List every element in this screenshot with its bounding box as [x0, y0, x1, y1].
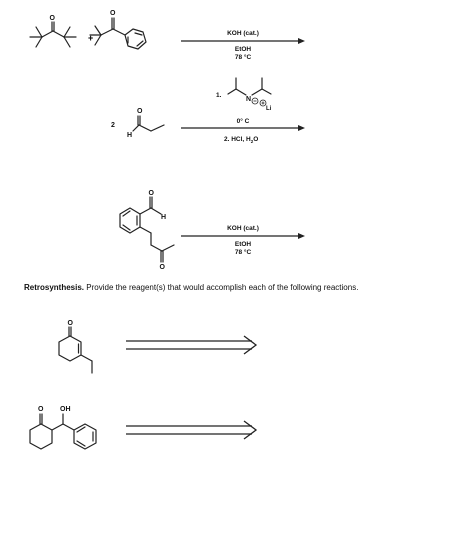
oxygen-label: O: [38, 406, 44, 413]
retro-arrow-1: [126, 336, 256, 354]
aldehyde-hydrogen: H: [161, 214, 167, 221]
solvent-etoh: EtOH: [234, 46, 252, 53]
step-2-reagents: 2. HCl, $H_2O$: [224, 136, 259, 144]
reaction-arrow-2: [181, 125, 305, 131]
temperature: 78 °C: [234, 54, 252, 61]
nitrogen-label: N: [246, 96, 252, 103]
oxygen-label: O: [67, 320, 73, 327]
temperature: 0° C: [236, 118, 250, 125]
stoichiometric-coefficient: 2: [111, 122, 115, 129]
reactant-keto-aldehyde: [120, 190, 174, 271]
temperature: 78 °C: [234, 249, 252, 256]
reactant-di-tert-butyl-ketone: [30, 15, 76, 47]
retrosynthesis-instructions: [24, 283, 358, 292]
plus-sign: +: [88, 33, 94, 43]
reaction-arrow-1: [181, 38, 305, 44]
reagent-koh: KOH (cat.): [227, 30, 259, 37]
aldehyde-hydrogen: H: [127, 132, 133, 139]
retro-target-1-ethylcyclohexenone: [59, 320, 92, 373]
reagent-koh: KOH (cat.): [227, 225, 259, 232]
oxygen-label: O: [110, 10, 116, 17]
reaction-arrow-3: [181, 233, 305, 239]
retro-arrow-2: [126, 421, 256, 439]
step-1-label: 1.: [216, 92, 222, 99]
reactant-tert-butyl-phenyl-ketone: [90, 10, 146, 49]
oxygen-label: O: [148, 190, 154, 197]
oxygen-label: O: [137, 108, 143, 115]
retrosynthesis-instruction: Provide the reagent(s) that would accomplish each of the following reactions.: [86, 283, 359, 292]
retrosynthesis-label: Retrosynthesis.: [24, 283, 85, 292]
reagent-lda: [216, 78, 272, 112]
reactant-propanal: [127, 108, 164, 139]
lithium-label: Li: [266, 106, 272, 112]
solvent-etoh: EtOH: [234, 241, 252, 248]
hydroxyl-label: OH: [60, 406, 71, 413]
oxygen-label: O: [159, 264, 165, 271]
oxygen-label: O: [49, 15, 55, 22]
retro-target-2-aldol-product: [30, 406, 96, 449]
